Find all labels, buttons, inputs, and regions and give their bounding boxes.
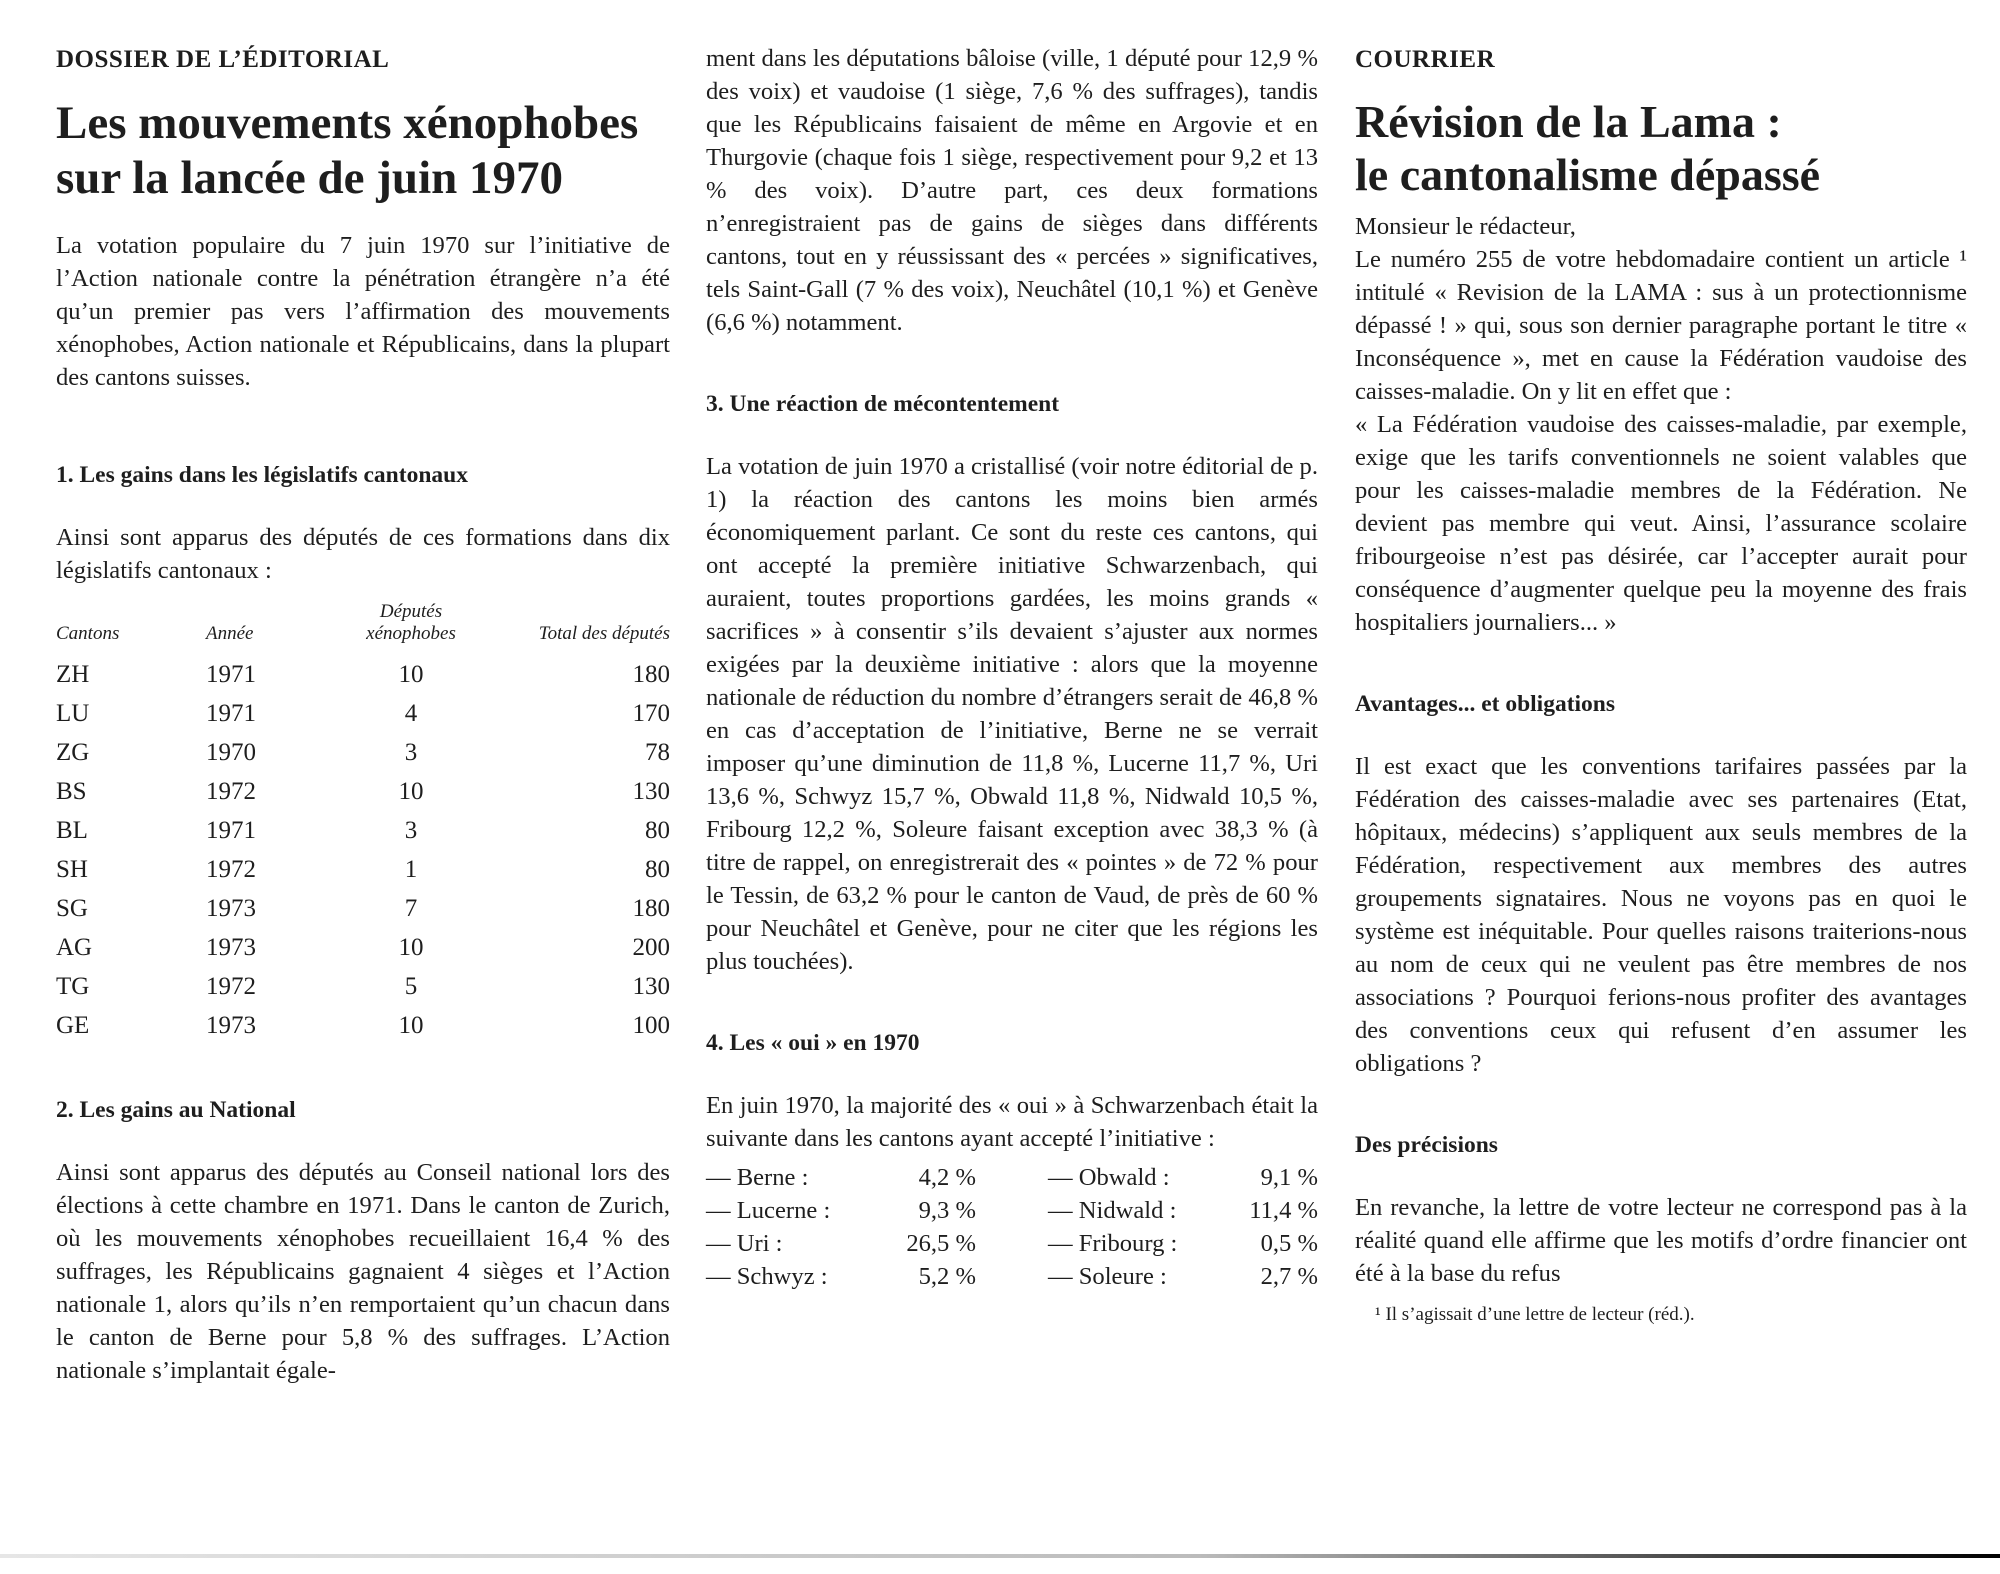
cell-canton: ZH [56,661,90,689]
header-cantons: Cantons [56,623,120,645]
section-kicker: DOSSIER DE L’ÉDITORIAL [56,46,390,73]
oui-item [706,1260,976,1293]
oui-canton: — Fribourg : [1048,1230,1178,1257]
cell-deputes: 3 [404,817,418,845]
cantons-table [56,601,670,1045]
oui-item [1048,1227,1318,1260]
cell-canton: ZG [56,739,90,767]
oui-canton: — Berne : [706,1164,809,1191]
oui-canton: — Lucerne : [706,1197,831,1224]
section-4-text: En juin 1970, la majorité des « oui » à Schwarzenbach était la suivante dans les cantons ayant accepté l’initiative : [706,1092,1318,1152]
column-middle [706,42,1318,1293]
intro-paragraph: La votation populaire du 7 juin 1970 sur l’initiative de l’Action nationale contre la pénétration étrangère n’a été qu’un premier pas vers l’affirmation des mouvements xénophobes, Action nationale et Républicains, dans la plupart des cantons suisses. [56,232,670,392]
header-annee: Année [206,623,254,645]
section-heading-3: 3. Une réaction de mécontentement [706,391,1060,417]
article-title-line2: sur la lancée de juin 1970 [56,151,564,204]
continued-paragraph: ment dans les députations bâloise (ville, 1 député pour 12,9 % des voix) et vaudoise (1 siège, 7,6 % des suffrages), tandis que les Républicains faisaient de même en Argovie et en Thurgovie (chaque fois 1 siège, respectivement pour 9,2 et 13 % des voix). D’autre part, ces deux formations n’enregistraient pas de gains de sièges dans différents cantons, tout en y réussissant des « percées » significatives, tels Saint-Gall (7 % des voix), Neuchâtel (10,1 %) et Genève (6,6 %) notamment. [706,45,1318,336]
cell-canton: SH [56,856,88,884]
letter-title-line2: le cantonalisme dépassé [1355,148,1821,200]
letter-paragraph-1: Le numéro 255 de votre hebdomadaire contient un article ¹ intitulé « Revision de la LAMA : sus à un protectionnisme dépassé ! » qui, sous son dernier paragraphe portant le titre « Inconséquence », met en cause la Fédération vaudoise des caisses-maladie. On y lit en effet que : [1355,245,1967,405]
cell-total: 78 [645,739,670,767]
oui-canton: — Uri : [706,1230,783,1257]
oui-list-left [706,1161,976,1293]
oui-percentage: 2,7 % [1260,1263,1318,1290]
cell-annee: 1971 [206,661,256,689]
precisions-paragraph: En revanche, la lettre de votre lecteur ne correspond pas à la réalité quand elle affirme que les motifs d’ordre financier ont été à la base du refus [1355,1193,1967,1287]
oui-percentage: 26,5 % [906,1230,976,1257]
cell-deputes: 10 [398,661,424,689]
avantages-paragraph: Il est exact que les conventions tarifaires passées par la Fédération des caisses-maladie avec ses partenaires (Etat, hôpitaux, médecins) s’appliquent aux seuls membres de la Fédération, respectivement aux membres des autres groupements signataires. Nous ne voyons pas en quoi le système est inéquitable. Pour quelles raisons traiterions-nous au nom de ceux qui ne veulent pas être membres de nos associations ? Pourquoi ferions-nous profiter des avantages des conventions ceux qui refusent d’en assumer les obligations ? [1355,752,1967,1077]
cell-total: 80 [645,817,670,845]
oui-canton: — Schwyz : [706,1263,828,1290]
heading-precisions: Des précisions [1355,1131,1498,1158]
table-header-row [56,601,670,655]
cell-deputes: 3 [404,739,418,767]
section-heading-1: 1. Les gains dans les législatifs cantonaux [56,462,468,489]
letter-quote: « La Fédération vaudoise des caisses-maladie, par exemple, exige que les tarifs conventionnels ne soient valables que pour les caisses-maladie membres de la Fédération. Ne devient pas membre qui veut. Ainsi, l’assurance scolaire fribourgeoise n’est pas désirée, car l’accepter aurait pour conséquence d’augmenter quelque peu la moyenne des frais hospitaliers journaliers... » [1355,410,1967,636]
cell-annee: 1972 [206,856,256,884]
table-row [56,928,670,967]
bottom-rule [0,1554,2000,1558]
footnote: ¹ Il s’agissait d’une lettre de lecteur (réd.). [1375,1303,1695,1325]
cell-deputes: 1 [404,856,418,884]
cell-total: 80 [645,856,670,884]
cell-total: 170 [632,700,670,728]
table-row [56,772,670,811]
header-deputes: Députés xénophobes [366,601,456,645]
cell-deputes: 7 [404,895,418,923]
table-row [56,850,670,889]
cell-annee: 1973 [206,934,256,962]
letter-title-line1: Révision de la Lama : [1355,96,1782,147]
letter-salutation: Monsieur le rédacteur, [1355,212,1576,240]
oui-percentage: 11,4 % [1249,1197,1318,1224]
cell-canton: AG [56,934,93,962]
cell-deputes: 10 [398,934,424,962]
cell-deputes: 5 [404,973,418,1001]
section-1-text: Ainsi sont apparus des députés de ces formations dans dix législatifs cantonaux : [56,524,670,585]
cell-total: 180 [632,895,670,923]
cell-canton: TG [56,973,90,1001]
cell-deputes: 10 [398,1012,424,1040]
oui-percentage: 0,5 % [1260,1230,1318,1257]
oui-item [1048,1194,1318,1227]
cell-annee: 1973 [206,1012,256,1040]
letter-title [1355,96,1967,202]
cell-annee: 1973 [206,895,256,923]
article-title-line1: Les mouvements xénophobes [56,97,639,149]
cell-total: 180 [632,661,670,689]
oui-item [1048,1161,1318,1194]
table-row [56,733,670,772]
oui-item [1048,1260,1318,1293]
cell-total: 130 [632,973,670,1001]
section-3-text: La votation de juin 1970 a cristallisé (voir notre éditorial de p. 1) la réaction des cantons les moins bien armés économiquement parlant. Ce sont du reste ces cantons, qui ont accepté la première initiative Schwarzenbach, qui auraient, toutes proportions gardées, les moins grands « sacrifices » à consentir s’ils devaient s’ajuster aux normes exigées par la deuxième initiative : alors que la moyenne nationale de réduction du nombre d’étrangers serait de 46,8 % en cas d’acceptation de l’initiative, Berne ne se verrait imposer qu’une diminution de 11,8 %, Lucerne 11,7 %, Uri 13,6 %, Schwyz 15,7 %, Obwald 11,8 %, Nidwald 10,5 %, Fribourg 12,2 %, Soleure faisant exception avec 38,3 % (à titre de rappel, on enregistrerait des « pointes » de 72 % pour le Tessin, de 63,2 % pour le canton de Vaud, de près de 60 % pour Neuchâtel et Genève, pour ne citer que les régions les plus touchées). [706,453,1318,975]
table-row [56,1006,670,1045]
column-left [56,42,670,1387]
oui-item [706,1161,976,1194]
oui-percentage: 9,3 % [918,1197,976,1224]
table-row [56,811,670,850]
cell-canton: BS [56,778,87,806]
cell-annee: 1972 [206,973,256,1001]
oui-results-list [706,1161,1318,1293]
cell-canton: SG [56,895,88,923]
table-row [56,694,670,733]
table-row [56,967,670,1006]
section-2-text: Ainsi sont apparus des députés au Conseil national lors des élections à cette chambre en 1971. Dans le canton de Zurich, où les mouvements xénophobes recueillaient 16,4 % des suffrages, les Républicains gagnaient 4 sièges et l’Action nationale 1, alors qu’ils n’en remportaient qu’un chacun dans le canton de Berne pour 5,8 % des suffrages. L’Action nationale s’implantait égale- [56,1159,670,1385]
cell-canton: GE [56,1012,90,1040]
cell-total: 130 [632,778,670,806]
heading-avantages: Avantages... et obligations [1355,690,1616,717]
column-right [1355,42,1967,1326]
section-heading-2: 2. Les gains au National [56,1097,296,1124]
cell-canton: LU [56,700,90,728]
oui-item [706,1194,976,1227]
cell-deputes: 10 [398,778,424,806]
oui-percentage: 5,2 % [918,1263,976,1290]
table-row [56,889,670,928]
cell-total: 100 [632,1012,670,1040]
cell-total: 200 [632,934,670,962]
cell-annee: 1971 [206,817,256,845]
oui-item [706,1227,976,1260]
oui-canton: — Nidwald : [1048,1197,1177,1224]
article-title [56,96,670,205]
cell-canton: BL [56,817,88,845]
cell-deputes: 4 [404,700,418,728]
cell-annee: 1972 [206,778,256,806]
oui-canton: — Soleure : [1048,1263,1167,1290]
cell-annee: 1970 [206,739,256,767]
oui-percentage: 4,2 % [918,1164,976,1191]
header-total: Total des députés [538,623,670,645]
courrier-kicker: COURRIER [1355,46,1496,73]
cell-annee: 1971 [206,700,256,728]
oui-list-right [1048,1161,1318,1293]
oui-percentage: 9,1 % [1260,1164,1318,1191]
section-heading-4: 4. Les « oui » en 1970 [706,1030,920,1056]
oui-canton: — Obwald : [1048,1164,1170,1191]
table-row [56,655,670,694]
